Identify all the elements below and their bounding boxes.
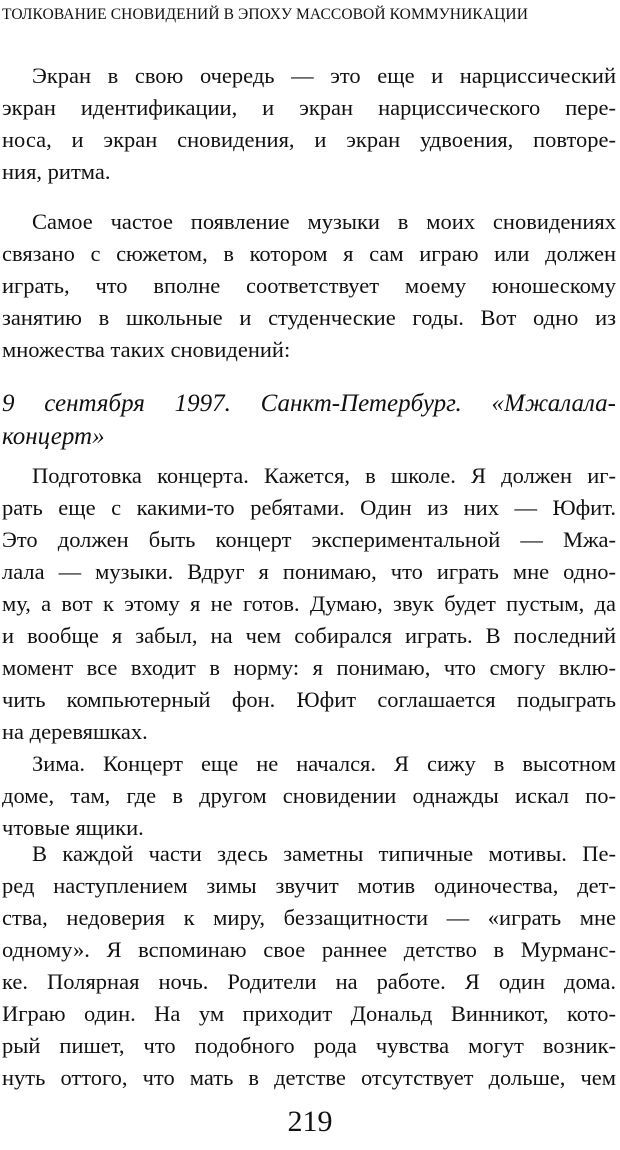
text-line: носа, и экран сновидения, и экран удвоения, повторе-: [2, 127, 616, 152]
text-line: Самое частое появление музыки в моих сновидениях: [32, 209, 616, 234]
text-line: и вообще я забыл, на чем собирался играть. В последний: [2, 623, 616, 648]
text-line: му, а вот к этому я не готов. Думаю, звук будет пустым, да: [2, 591, 616, 616]
text-line: занятию в школьные и студенческие годы. Вот одно из: [2, 305, 616, 330]
text-line: играть, что вполне соответствует моему юношескому: [2, 273, 616, 298]
text-line: одному». Я вспоминаю свое раннее детство в Мурманс-: [2, 937, 616, 962]
text-line: доме, там, где в другом сновидении однажды искал по-: [2, 783, 616, 808]
text-line: чить компьютерный фон. Юфит соглашается подыграть: [2, 687, 616, 712]
text-line: ния, ритма.: [2, 159, 111, 184]
text-line: рать еще с какими-то ребятами. Один из них — Юфит.: [2, 495, 616, 520]
running-head: ТОЛКОВАНИЕ СНОВИДЕНИЙ В ЭПОХУ МАССОВОЙ КОММУНИКАЦИИ: [2, 6, 529, 23]
text-line: ства, недоверия к миру, беззащитности — «играть мне: [2, 905, 616, 930]
text-line: ред наступлением зимы звучит мотив одиночества, дет-: [2, 873, 616, 898]
text-line: Экран в свою очередь — это еще и нарциссический: [32, 63, 616, 88]
text-line: лала — музыки. Вдруг я понимаю, что играть мне одно-: [2, 559, 616, 584]
paragraph-screen: [2, 60, 616, 188]
text-line: Подготовка концерта. Кажется, в школе. Я должен иг-: [32, 463, 616, 488]
text-line: В каждой части здесь заметны типичные мотивы. Пе-: [32, 841, 616, 866]
text-line: ке. Полярная ночь. Родители на работе. Я один дома.: [2, 969, 616, 994]
text-line: рый пишет, что подобного рода чувства могут возник-: [2, 1033, 616, 1058]
text-line: момент все входит в норму: я понимаю, что смогу вклю-: [2, 655, 616, 680]
dream-heading: [2, 387, 616, 453]
text-line: Это должен быть концерт экспериментальной — Мжа-: [2, 527, 616, 552]
text-line: Зима. Концерт еще не начался. Я сижу в высотном: [32, 751, 616, 776]
page-number: 219: [287, 1105, 333, 1138]
heading-line: 9 сентября 1997. Санкт-Петербург. «Мжалала-: [2, 390, 616, 417]
paragraph-music: [2, 206, 616, 366]
text-line: Играю один. На ум приходит Дональд Винникот, кото-: [2, 1001, 616, 1026]
text-line: чтовые ящики.: [2, 815, 144, 840]
text-line: на деревяшках.: [2, 719, 148, 744]
paragraph-motifs: [2, 838, 616, 1094]
dream-paragraph-concert: [2, 460, 616, 748]
heading-line: концерт»: [2, 423, 105, 450]
dream-paragraph-winter: [2, 748, 616, 844]
text-line: связано с сюжетом, в котором я сам играю или должен: [2, 241, 616, 266]
text-line: множества таких сновидений:: [2, 337, 291, 362]
text-line: нуть оттого, что мать в детстве отсутствует дольше, чем: [2, 1065, 616, 1090]
text-line: экран идентификации, и экран нарциссического пере-: [2, 95, 616, 120]
